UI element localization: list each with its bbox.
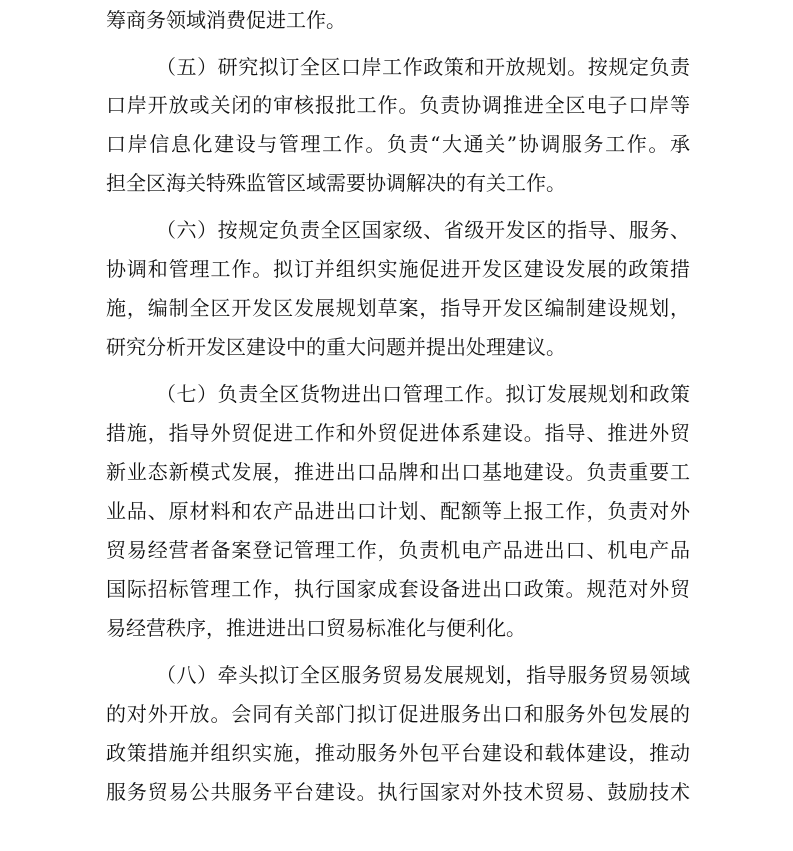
text-line-5: 担全区海关特殊监管区域需要协调解决的有关工作。 [106,171,566,195]
text-line-20: 服务贸易公共服务平台建设。执行国家对外技术贸易、鼓励技术 [106,780,690,804]
text-line-15: 国际招标管理工作，执行国家成套设备进出口政策。规范对外贸 [106,577,690,601]
section-6-heading-line: （六）按规定负责全区国家级、省级开发区的指导、服务、 [156,218,690,242]
text-line-12: 新业态新模式发展，推进出口品牌和出口基地建设。负责重要工 [106,460,690,484]
text-line-4: 口岸信息化建设与管理工作。负责“大通关”协调服务工作。承 [106,132,690,156]
text-line-16: 易经营秩序，推进进出口贸易标准化与便利化。 [106,616,526,640]
section-7-heading-line: （七）负责全区货物进出口管理工作。拟订发展规划和政策 [156,382,690,406]
text-line-18: 的对外开放。会同有关部门拟订促进服务出口和服务外包发展的 [106,702,690,726]
text-line-3: 口岸开放或关闭的审核报批工作。负责协调推进全区电子口岸等 [106,93,690,117]
text-line-13: 业品、原材料和农产品进出口计划、配额等上报工作，负责对外 [106,499,690,523]
section-5-heading-line: （五）研究拟订全区口岸工作政策和开放规划。按规定负责 [156,55,690,79]
text-line-14: 贸易经营者备案登记管理工作，负责机电产品进出口、机电产品 [106,538,690,562]
text-line-19: 政策措施并组织实施，推动服务外包平台建设和载体建设，推动 [106,741,690,765]
text-line-11: 措施，指导外贸促进工作和外贸促进体系建设。指导、推进外贸 [106,421,690,445]
text-line-1: 筹商务领域消费促进工作。 [106,8,346,32]
section-8-heading-line: （八）牵头拟订全区服务贸易发展规划，指导服务贸易领域 [156,663,690,687]
text-line-9: 研究分析开发区建设中的重大问题并提出处理建议。 [106,335,566,359]
text-line-7: 协调和管理工作。拟订并组织实施促进开发区建设发展的政策措 [106,257,690,281]
text-line-8: 施，编制全区开发区发展规划草案，指导开发区编制建设规划， [106,296,690,320]
